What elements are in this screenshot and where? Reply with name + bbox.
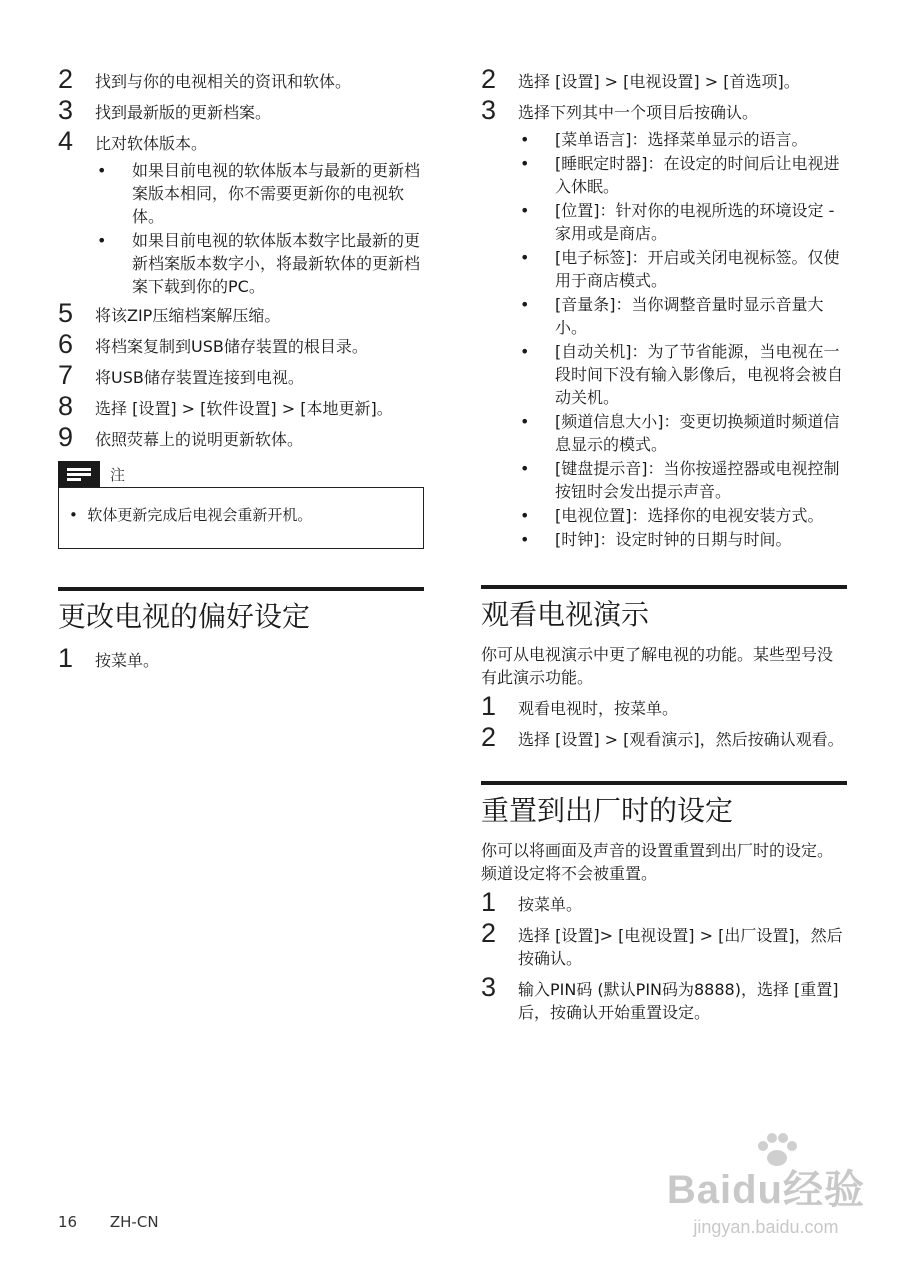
step-item xyxy=(58,393,424,420)
note-text: 软体更新完成后电视会重新开机。 xyxy=(87,506,313,524)
step-number: 8 xyxy=(58,391,74,421)
step-item xyxy=(481,693,847,720)
bullet-dot: • xyxy=(520,530,530,549)
bullet-text: [睡眠定时器]：在设定的时间后让电视进入休眠。 xyxy=(555,154,840,196)
step-item xyxy=(481,889,847,916)
bullet-dot: • xyxy=(520,154,530,173)
step4-bullet-list xyxy=(95,159,424,298)
watermark-brand xyxy=(667,1158,865,1215)
bullet-dot: • xyxy=(97,161,107,180)
page-number: 16 xyxy=(58,1213,78,1231)
section-title: 观看电视演示 xyxy=(481,598,650,631)
step-text: 选择 [设置] > [软件设置] > [本地更新]。 xyxy=(95,399,393,418)
step-text: 按菜单。 xyxy=(518,895,583,914)
step-number: 1 xyxy=(481,691,497,721)
left-column xyxy=(58,66,424,676)
bullet-dot: • xyxy=(520,412,530,431)
step-number: 1 xyxy=(481,887,497,917)
bullet-text: [位置]：针对你的电视所选的环境设定 - 家用或是商店。 xyxy=(555,201,835,243)
step-text: 依照荧幕上的说明更新软体。 xyxy=(95,430,304,449)
step-text: 找到最新版的更新档案。 xyxy=(95,103,272,122)
step-number: 9 xyxy=(58,422,74,452)
bullet-item xyxy=(518,293,847,339)
step-text: 观看电视时，按菜单。 xyxy=(518,699,679,718)
note-icon xyxy=(58,461,100,487)
step-list-a xyxy=(58,66,424,155)
page-footer xyxy=(58,1213,187,1231)
step-number: 2 xyxy=(481,918,497,948)
bullet-dot: • xyxy=(520,130,530,149)
step-number: 7 xyxy=(58,360,74,390)
paw-icon xyxy=(755,1132,799,1168)
step-number: 2 xyxy=(481,722,497,752)
step-text: 按菜单。 xyxy=(95,651,160,670)
step-item xyxy=(481,97,847,124)
bullet-text: [时钟]：设定时钟的日期与时间。 xyxy=(555,530,792,549)
bullet-item xyxy=(95,229,424,298)
bullet-text: [频道信息大小]：变更切换频道时频道信息显示的模式。 xyxy=(555,412,840,454)
step-number: 3 xyxy=(58,95,74,125)
note-content xyxy=(58,487,424,549)
step-number: 2 xyxy=(481,64,497,94)
step-text: 输入PIN码 (默认PIN码为8888)，选择 [重置] 后，按确认开始重置设定。 xyxy=(518,980,839,1022)
note-box xyxy=(58,461,424,549)
section-divider xyxy=(481,585,847,589)
section-title: 更改电视的偏好设定 xyxy=(58,600,311,633)
step-text: 将该ZIP压缩档案解压缩。 xyxy=(95,306,281,325)
section-intro: 你可从电视演示中更了解电视的功能。某些型号没有此演示功能。 xyxy=(481,645,834,687)
bullet-item xyxy=(95,159,424,228)
bullet-dot: • xyxy=(520,459,530,478)
watermark-brand-text: Baidu经验 xyxy=(666,1168,865,1212)
bullet-text: [自动关机]：为了节省能源，当电视在一段时间下没有输入影像后，电视将会被自动关机。 xyxy=(555,342,844,407)
step-text: 将档案复制到USB储存装置的根目录。 xyxy=(95,337,368,356)
bullet-text: [音量条]：当你调整音量时显示音量大小。 xyxy=(555,295,824,337)
step-item xyxy=(481,66,847,93)
bullet-text: [键盘提示音]：当你按遥控器或电视控制按钮时会发出提示声音。 xyxy=(555,459,840,501)
step-text: 选择 [设置] > [电视设置] > [首选项]。 xyxy=(518,72,800,91)
step-number: 3 xyxy=(481,95,497,125)
step-text: 选择 [设置]> [电视设置] > [出厂设置]，然后按确认。 xyxy=(518,926,843,968)
bullet-dot: • xyxy=(520,201,530,220)
bullet-item xyxy=(518,410,847,456)
bullet-dot: • xyxy=(69,506,88,524)
step-list-b xyxy=(58,300,424,451)
section-title: 重置到出厂时的设定 xyxy=(481,794,734,827)
step-text: 比对软体版本。 xyxy=(95,134,208,153)
step-item xyxy=(481,974,847,1024)
step-item xyxy=(58,66,424,93)
preferences-bullet-list xyxy=(518,128,847,551)
bullet-text: 如果目前电视的软体版本数字比最新的更新档案版本数字小，将最新软体的更新档案下载到你的PC。 xyxy=(132,231,421,296)
bullet-dot: • xyxy=(520,295,530,314)
bullet-dot: • xyxy=(520,506,530,525)
bullet-item xyxy=(518,504,847,527)
step-number: 2 xyxy=(58,64,74,94)
bullet-text: 如果目前电视的软体版本与最新的更新档案版本相同，你不需要更新你的电视软体。 xyxy=(132,161,421,226)
step-item xyxy=(481,920,847,970)
watermark-url: jingyan.baidu.com xyxy=(693,1217,839,1237)
step-item xyxy=(481,724,847,751)
note-label: 注 xyxy=(110,465,126,484)
step-item xyxy=(58,645,424,672)
step-text: 将USB储存装置连接到电视。 xyxy=(95,368,304,387)
step-text: 选择下列其中一个项目后按确认。 xyxy=(518,103,759,122)
bullet-item xyxy=(518,128,847,151)
bullet-item xyxy=(518,199,847,245)
bullet-text: [菜单语言]：选择菜单显示的语言。 xyxy=(555,130,808,149)
bullet-text: [电视位置]：选择你的电视安装方式。 xyxy=(555,506,824,525)
bullet-item xyxy=(518,246,847,292)
right-column xyxy=(481,66,847,1028)
step-number: 3 xyxy=(481,972,497,1002)
section-divider xyxy=(58,587,424,591)
bullet-item xyxy=(518,457,847,503)
bullet-item xyxy=(518,528,847,551)
step-text: 找到与你的电视相关的资讯和软体。 xyxy=(95,72,352,91)
step-item xyxy=(58,424,424,451)
bullet-dot: • xyxy=(520,248,530,267)
step-number: 1 xyxy=(58,643,74,673)
note-header xyxy=(58,461,424,487)
language-code: ZH-CN xyxy=(109,1213,159,1231)
baidu-watermark xyxy=(667,1158,865,1238)
step-number: 5 xyxy=(58,298,74,328)
section-divider xyxy=(481,781,847,785)
bullet-item xyxy=(518,152,847,198)
bullet-dot: • xyxy=(97,231,107,250)
step-item xyxy=(58,97,424,124)
step-item xyxy=(58,128,424,155)
bullet-text: [电子标签]：开启或关闭电视标签。仅使用于商店模式。 xyxy=(555,248,840,290)
step-item xyxy=(58,331,424,358)
bullet-item xyxy=(518,340,847,409)
step-item xyxy=(58,362,424,389)
bullet-dot: • xyxy=(520,342,530,361)
step-number: 4 xyxy=(58,126,74,156)
step-item xyxy=(58,300,424,327)
section-intro: 你可以将画面及声音的设置重置到出厂时的设定。频道设定将不会被重置。 xyxy=(481,841,834,883)
step-number: 6 xyxy=(58,329,74,359)
step-text: 选择 [设置] > [观看演示]，然后按确认观看。 xyxy=(518,730,844,749)
